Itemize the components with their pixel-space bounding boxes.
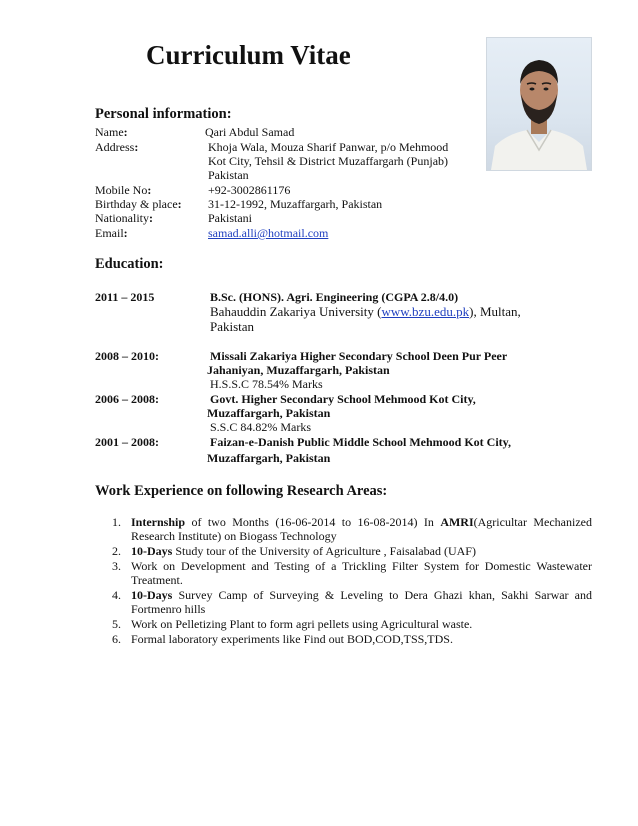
list-item: 3. Work on Development and Testing of a Trickling Filter System for Domestic Wastewater Treatment. (112, 558, 592, 588)
list-item: 2. 10-Days Study tour of the University of Agriculture , Faisalabad (UAF) (112, 544, 476, 559)
edu-3-title-2: Muzaffargarh, Pakistan (207, 406, 331, 420)
mobile-value: +92-3002861176 (208, 183, 291, 197)
email-label: Email: (95, 226, 128, 240)
list-item: 4. 10-Days Survey Camp of Surveying & Leveling to Dera Ghazi khan, Sakhi Sarwar and Fortmenro hills (112, 587, 592, 617)
edu-4-date: 2001 – 2008: (95, 435, 159, 449)
mobile-label: Mobile No: (95, 183, 152, 197)
edu-4-title-1: Faizan-e-Danish Public Middle School Mehmood Kot City, (210, 435, 512, 449)
person-portrait-icon (487, 38, 591, 170)
edu-4-title-2: Muzaffargarh, Pakistan (207, 451, 331, 465)
email-link[interactable]: samad.alli@hotmail.com (208, 226, 329, 240)
list-item: 5. Work on Pelletizing Plant to form agri pellets using Agricultural waste. (112, 617, 473, 632)
personal-info-heading: Personal information: (95, 106, 232, 122)
birth-label: Birthday & place: (95, 197, 182, 211)
bzu-link[interactable]: www.bzu.edu.pk (381, 304, 470, 319)
list-item: 6. Formal laboratory experiments like Find out BOD,COD,TSS,TDS. (112, 631, 453, 646)
name-value: Qari Abdul Samad (205, 125, 295, 139)
name-label: Name: (95, 125, 128, 139)
address-label: Address: (95, 140, 139, 154)
nationality-value: Pakistani (208, 211, 252, 225)
edu-2-date: 2008 – 2010: (95, 349, 159, 363)
list-item: 1. Internship of two Months (16-06-2014 to 16-08-2014) In AMRI(Agricultar Mechanized Research Institute) on Biogass Technology (112, 515, 592, 544)
profile-photo (487, 38, 591, 170)
birth-value: 31-12-1992, Muzaffargarh, Pakistan (208, 197, 383, 211)
work-list (112, 515, 592, 647)
edu-1-location: Pakistan (210, 319, 255, 334)
work-heading: Work Experience on following Research Areas: (95, 483, 388, 499)
address-line-1: Khoja Wala, Mouza Sharif Panwar, p/o Mehmood (208, 140, 449, 154)
edu-1-date: 2011 – 2015 (95, 290, 155, 304)
edu-1-title: B.Sc. (HONS). Agri. Engineering (CGPA 2.8/4.0) (210, 290, 459, 304)
edu-3-detail: S.S.C 84.82% Marks (210, 420, 312, 434)
edu-2-detail: H.S.S.C 78.54% Marks (210, 377, 323, 391)
edu-2-title-1: Missali Zakariya Higher Secondary School Deen Pur Peer (210, 349, 508, 363)
page-title: Curriculum Vitae (146, 40, 351, 70)
address-line-3: Pakistan (208, 168, 249, 182)
nationality-label: Nationality: (95, 211, 153, 225)
edu-3-date: 2006 – 2008: (95, 392, 159, 406)
address-line-2: Kot City, Tehsil & District Muzaffargarh (Punjab) (208, 154, 449, 168)
edu-1-institution: Bahauddin Zakariya University (www.bzu.edu.pk), Multan, (210, 304, 521, 319)
edu-3-title-1: Govt. Higher Secondary School Mehmood Kot City, (210, 392, 476, 406)
edu-2-title-2: Jahaniyan, Muzaffargarh, Pakistan (207, 363, 390, 377)
education-heading: Education: (95, 256, 164, 272)
